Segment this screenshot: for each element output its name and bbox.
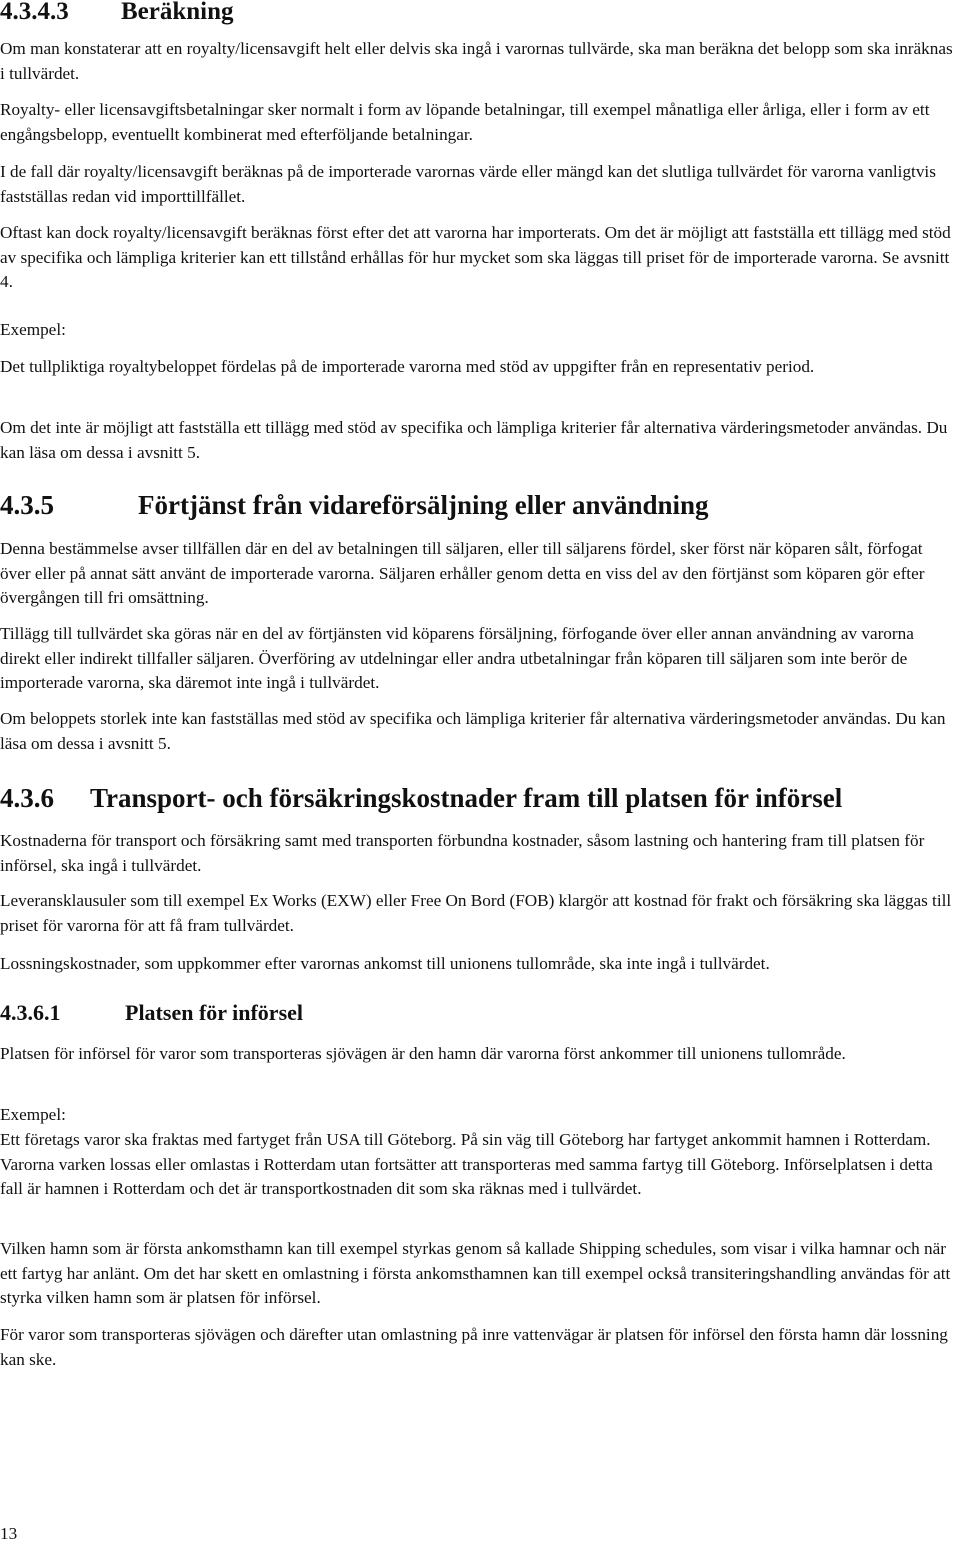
paragraph: Vilken hamn som är första ankomsthamn kan till exempel styrkas genom så kallade Shipping schedules, som visar i vilka hamnar och när ett fartyg har anlänt. Om det har skett en omlastning i första ankomsthamnen kan till exempel också transiteringshandling användas för att styrka vilken hamn som är platsen för införsel.	[0, 1239, 951, 1307]
page-number: 13	[0, 1524, 18, 1543]
paragraph: Lossningskostnader, som uppkommer efter varornas ankomst till unionens tullområde, ska inte ingå i tullvärdet.	[0, 954, 770, 973]
section-heading-4-3-6	[0, 783, 842, 814]
section-number: 4.3.4.3	[0, 0, 69, 25]
section-title: Platsen för införsel	[125, 1000, 304, 1025]
paragraph: Oftast kan dock royalty/licensavgift beräknas först efter det att varorna har importerats. Om det är möjligt att fastställa ett tillägg med stöd av specifika och lämpliga kriterier kan ett tillstånd erhållas för hur mycket som ska läggas till priset för de importerade varorna. Se avsnitt 4.	[0, 223, 951, 291]
paragraph: Denna bestämmelse avser tillfällen där en del av betalningen till säljaren, eller till säljarens fördel, sker först när köparen sålt, förfogat över eller på annat sätt använt de importerade varorna. Säljaren erhåller genom detta en viss del av den förtjänst som köparen gör efter övergången till fri omsättning.	[0, 539, 925, 607]
example-text: Det tullpliktiga royaltybeloppet fördelas på de importerade varorna med stöd av uppgifter från en representativ period.	[0, 357, 815, 376]
section-heading-4-3-6-1	[0, 1000, 303, 1026]
paragraph: Om beloppets storlek inte kan fastställas med stöd av specifika och lämpliga kriterier får alternativa värderingsmetoder användas. Du kan läsa om dessa i avsnitt 5.	[0, 709, 946, 753]
paragraph: För varor som transporteras sjövägen och därefter utan omlastning på inre vattenvägar är platsen för införsel den första hamn där lossning kan ske.	[0, 1325, 948, 1369]
paragraph: Royalty- eller licensavgiftsbetalningar sker normalt i form av löpande betalningar, till exempel månatliga eller årliga, eller i form av ett engångsbelopp, eventuellt kombinerat med efterföljande betalningar.	[0, 100, 930, 144]
section-title: Transport- och försäkringskostnader fram till platsen för införsel	[90, 783, 843, 813]
example-label: Exempel:	[0, 320, 66, 339]
paragraph: Om man konstaterar att en royalty/licensavgift helt eller delvis ska ingå i varornas tullvärde, ska man beräkna det belopp som ska inräknas i tullvärdet.	[0, 39, 953, 83]
paragraph: Kostnaderna för transport och försäkring samt med transporten förbundna kostnader, såsom lastning och hantering fram till platsen för införsel, ska ingå i tullvärdet.	[0, 831, 925, 875]
paragraph: Om det inte är möjligt att fastställa ett tillägg med stöd av specifika och lämpliga kriterier får alternativa värderingsmetoder användas. Du kan läsa om dessa i avsnitt 5.	[0, 418, 948, 462]
section-heading-4-3-4-3	[0, 0, 234, 26]
section-number: 4.3.5	[0, 490, 54, 520]
section-number: 4.3.6.1	[0, 1000, 61, 1025]
example-label: Exempel:	[0, 1105, 66, 1124]
paragraph: Platsen för införsel för varor som transporteras sjövägen är den hamn där varorna först ankommer till unionens tullområde.	[0, 1044, 846, 1063]
paragraph: Leveransklausuler som till exempel Ex Works (EXW) eller Free On Bord (FOB) klargör att kostnad för frakt och försäkring ska läggas till priset för varorna för att få fram tullvärdet.	[0, 891, 952, 935]
section-title: Förtjänst från vidareförsäljning eller användning	[138, 490, 709, 520]
section-heading-4-3-5	[0, 490, 709, 521]
paragraph: Tillägg till tullvärdet ska göras när en del av förtjänsten vid köparens försäljning, förfogande över eller annan användning av varorna direkt eller indirekt tillfaller säljaren. Överföring av utdelningar eller andra utbetalningar från köparen till säljaren som inte berör de importerade varorna, ska däremot inte ingå i tullvärdet.	[0, 624, 914, 692]
example-text: Ett företags varor ska fraktas med fartyget från USA till Göteborg. På sin väg till Göteborg har fartyget ankommit hamnen i Rotterdam. Varorna varken lossas eller omlastas i Rotterdam utan fortsätter att transporteras med samma fartyg till Göteborg. Införselplatsen i detta fall är hamnen i Rotterdam och det är transportkostnaden dit som ska räknas med i tullvärdet.	[0, 1130, 933, 1198]
section-number: 4.3.6	[0, 783, 54, 813]
section-title: Beräkning	[121, 0, 234, 25]
paragraph: I de fall där royalty/licensavgift beräknas på de importerade varornas värde eller mängd kan det slutliga tullvärdet för varorna vanligtvis fastställas redan vid importtillfället.	[0, 162, 936, 206]
